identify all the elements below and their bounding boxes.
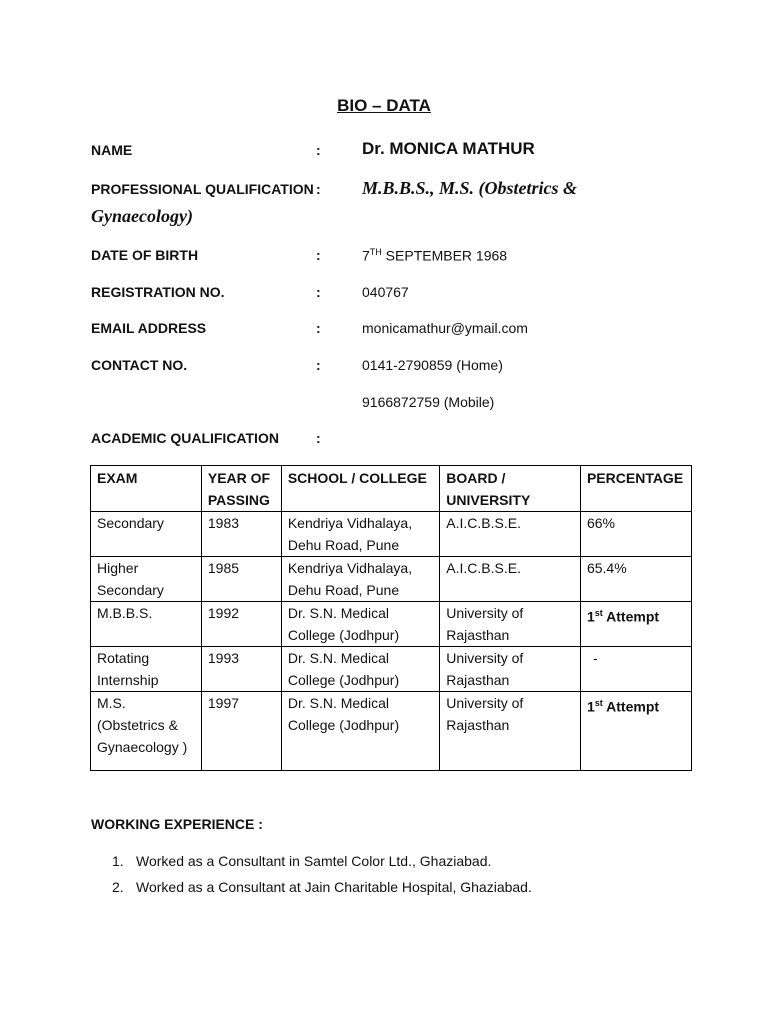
table-row (91, 647, 692, 692)
cell-year: 1992 (201, 602, 281, 647)
attempt-number: 1 (586, 608, 595, 625)
cell-school: Dr. S.N. Medical College (Jodhpur) (281, 602, 439, 647)
header-exam: EXAM (91, 466, 202, 512)
registration-colon: : (316, 284, 321, 300)
list-item-number: 1. (112, 853, 124, 869)
dob-value (362, 247, 507, 264)
table-header-row (91, 466, 692, 512)
header-percentage: PERCENTAGE (580, 466, 691, 512)
attempt-text: Attempt (602, 698, 660, 715)
academic-colon: : (316, 430, 321, 446)
attempt-number: 1 (586, 698, 595, 715)
table-row (91, 602, 692, 647)
name-value: Dr. MONICA MATHUR (362, 139, 535, 158)
header-school: SCHOOL / COLLEGE (281, 466, 439, 512)
cell-exam: Rotating Internship (91, 647, 202, 692)
qualification-value-line2: Gynaecology) (91, 206, 193, 226)
table-row (91, 557, 692, 602)
cell-exam: M.B.B.S. (91, 602, 202, 647)
cell-board: A.I.C.B.S.E. (440, 557, 581, 602)
contact-colon: : (316, 357, 321, 373)
qualification-label: PROFESSIONAL QUALIFICATION (91, 181, 314, 197)
cell-exam: M.S. (Obstetrics & Gynaecology ) (91, 692, 202, 771)
header-board: BOARD / UNIVERSITY (440, 466, 581, 512)
dob-rest: SEPTEMBER 1968 (381, 247, 508, 264)
email-value: monicamathur@ymail.com (362, 320, 528, 336)
qualification-value-line1: M.B.B.S., M.S. (Obstetrics & (362, 178, 578, 198)
header-year: YEAR OF PASSING (201, 466, 281, 512)
dob-label: DATE OF BIRTH (91, 247, 199, 263)
cell-school: Dr. S.N. Medical College (Jodhpur) (281, 647, 439, 692)
cell-school: Kendriya Vidhalaya, Dehu Road, Pune (281, 512, 439, 557)
attempt-suffix: st (594, 698, 603, 708)
cell-year: 1985 (201, 557, 281, 602)
dob-colon: : (316, 247, 321, 263)
list-item-text: Worked as a Consultant in Samtel Color Ltd., Ghaziabad. (136, 853, 492, 869)
email-colon: : (316, 320, 321, 336)
cell-year: 1997 (201, 692, 281, 771)
cell-percentage (580, 692, 691, 771)
attempt-text: Attempt (602, 608, 660, 625)
cell-board: University of Rajasthan (440, 692, 581, 771)
working-experience-heading: WORKING EXPERIENCE : (91, 816, 263, 832)
dob-day-suffix: TH (369, 247, 382, 257)
cell-board: University of Rajasthan (440, 647, 581, 692)
list-item (112, 879, 532, 895)
cell-school: Dr. S.N. Medical College (Jodhpur) (281, 692, 439, 771)
cell-board: A.I.C.B.S.E. (440, 512, 581, 557)
list-item (112, 853, 491, 869)
qualification-colon: : (316, 181, 321, 197)
name-colon: : (316, 142, 321, 158)
contact-label: CONTACT NO. (91, 357, 188, 373)
table-row (91, 512, 692, 557)
cell-percentage: 65.4% (580, 557, 691, 602)
cell-year: 1993 (201, 647, 281, 692)
academic-label: ACADEMIC QUALIFICATION (91, 430, 279, 446)
contact-mobile: 9166872759 (Mobile) (362, 394, 495, 410)
cell-exam: Secondary (91, 512, 202, 557)
cell-percentage: 66% (580, 512, 691, 557)
dob-day: 7 (362, 247, 370, 264)
table-row (91, 692, 692, 771)
registration-label: REGISTRATION NO. (91, 284, 225, 300)
cell-school: Kendriya Vidhalaya, Dehu Road, Pune (281, 557, 439, 602)
list-item-number: 2. (112, 879, 124, 895)
attempt-suffix: st (594, 608, 603, 618)
cell-board: University of Rajasthan (440, 602, 581, 647)
registration-value: 040767 (362, 284, 409, 300)
list-item-text: Worked as a Consultant at Jain Charitable Hospital, Ghaziabad. (136, 879, 532, 895)
contact-home: 0141-2790859 (Home) (362, 357, 503, 373)
email-label: EMAIL ADDRESS (91, 320, 207, 336)
cell-exam: Higher Secondary (91, 557, 202, 602)
cell-percentage: - (580, 647, 691, 692)
cell-year: 1983 (201, 512, 281, 557)
cell-percentage (580, 602, 691, 647)
academic-table (90, 465, 692, 771)
name-label: NAME (91, 142, 133, 158)
page-title: BIO – DATA (337, 96, 431, 115)
